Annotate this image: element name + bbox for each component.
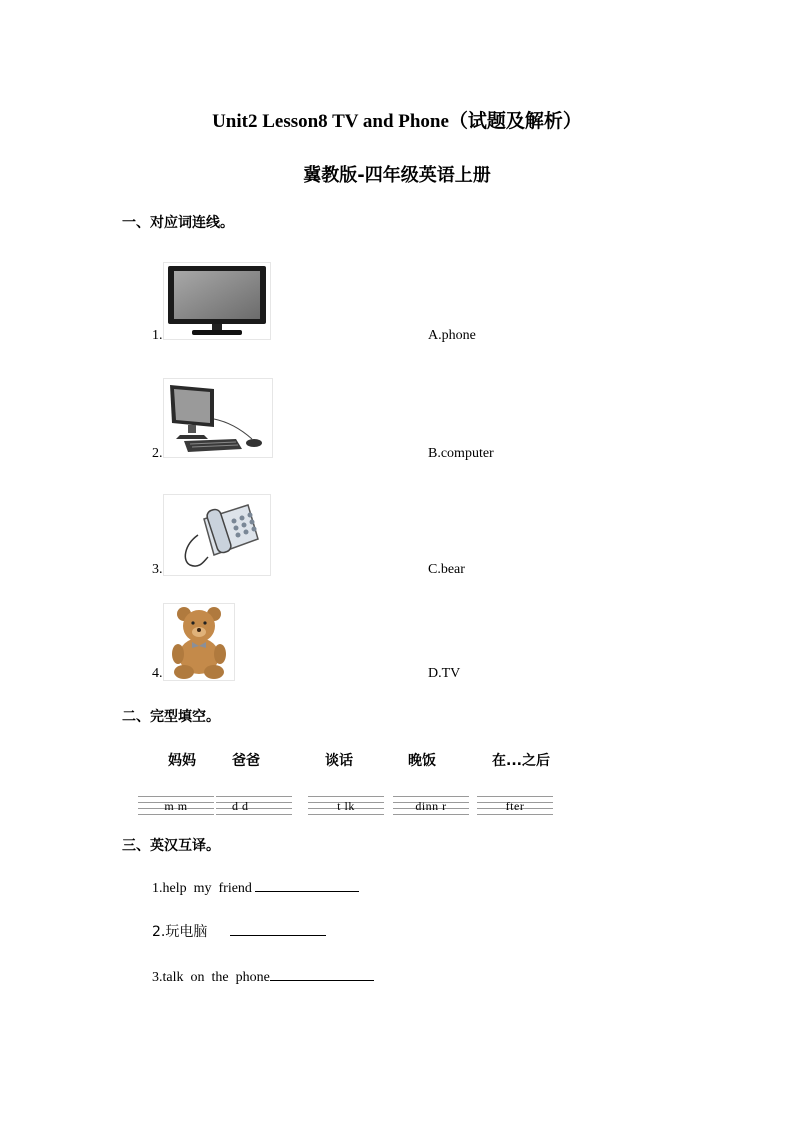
telephone-icon xyxy=(164,495,270,575)
section-3-heading: 三、英汉互译。 xyxy=(122,838,220,854)
word-2-english: d d xyxy=(232,799,249,813)
word-5-chinese: 在...之后 xyxy=(492,753,550,769)
translation-item-3-text: 3.talk on the phone xyxy=(152,970,270,985)
word-3-chinese: 谈话 xyxy=(325,753,353,769)
word-1-writing-lines[interactable] xyxy=(138,794,214,816)
word-4-writing-lines[interactable] xyxy=(393,794,469,816)
computer-picture xyxy=(163,378,273,458)
translation-item-3-blank[interactable] xyxy=(270,966,374,981)
option-c: C.bear xyxy=(428,562,465,577)
item-2-number: 2. xyxy=(152,446,163,461)
teddy-bear-icon xyxy=(164,604,234,680)
tv-picture xyxy=(163,262,271,340)
item-3-number: 3. xyxy=(152,562,163,577)
translation-item-1-blank[interactable] xyxy=(255,877,359,892)
word-5-english: fter xyxy=(505,799,525,813)
section-2-heading: 二、完型填空。 xyxy=(122,709,220,725)
option-a: A.phone xyxy=(428,328,476,343)
word-3-writing-lines[interactable] xyxy=(308,794,384,816)
item-1-number: 1. xyxy=(152,328,163,343)
word-2-writing-lines[interactable] xyxy=(216,794,292,816)
telephone-picture xyxy=(163,494,271,576)
word-1-chinese: 妈妈 xyxy=(168,753,196,769)
translation-item-2-blank[interactable] xyxy=(230,921,326,936)
word-1-english: m m xyxy=(164,799,188,813)
translation-item-1 xyxy=(152,877,359,897)
option-d: D.TV xyxy=(428,666,461,681)
document-subtitle: 冀教版-四年级英语上册 xyxy=(303,165,491,186)
document-title: Unit2 Lesson8 TV and Phone（试题及解析） xyxy=(212,111,582,132)
translation-item-1-text: 1.help my friend xyxy=(152,881,256,896)
translation-item-2-text: 2.玩电脑 xyxy=(152,924,230,940)
teddy-bear-picture xyxy=(163,603,235,681)
translation-item-3 xyxy=(152,966,374,986)
option-b: B.computer xyxy=(428,446,494,461)
item-4-number: 4. xyxy=(152,666,163,681)
word-4-chinese: 晚饭 xyxy=(408,753,436,769)
word-3-english: t lk xyxy=(337,799,355,813)
section-1-heading: 一、对应词连线。 xyxy=(122,215,234,231)
tv-icon xyxy=(164,263,270,339)
word-2-chinese: 爸爸 xyxy=(232,753,260,769)
word-5-writing-lines[interactable] xyxy=(477,794,553,816)
word-4-english: dinn r xyxy=(415,799,447,813)
computer-icon xyxy=(164,379,272,457)
translation-item-2 xyxy=(152,921,326,941)
